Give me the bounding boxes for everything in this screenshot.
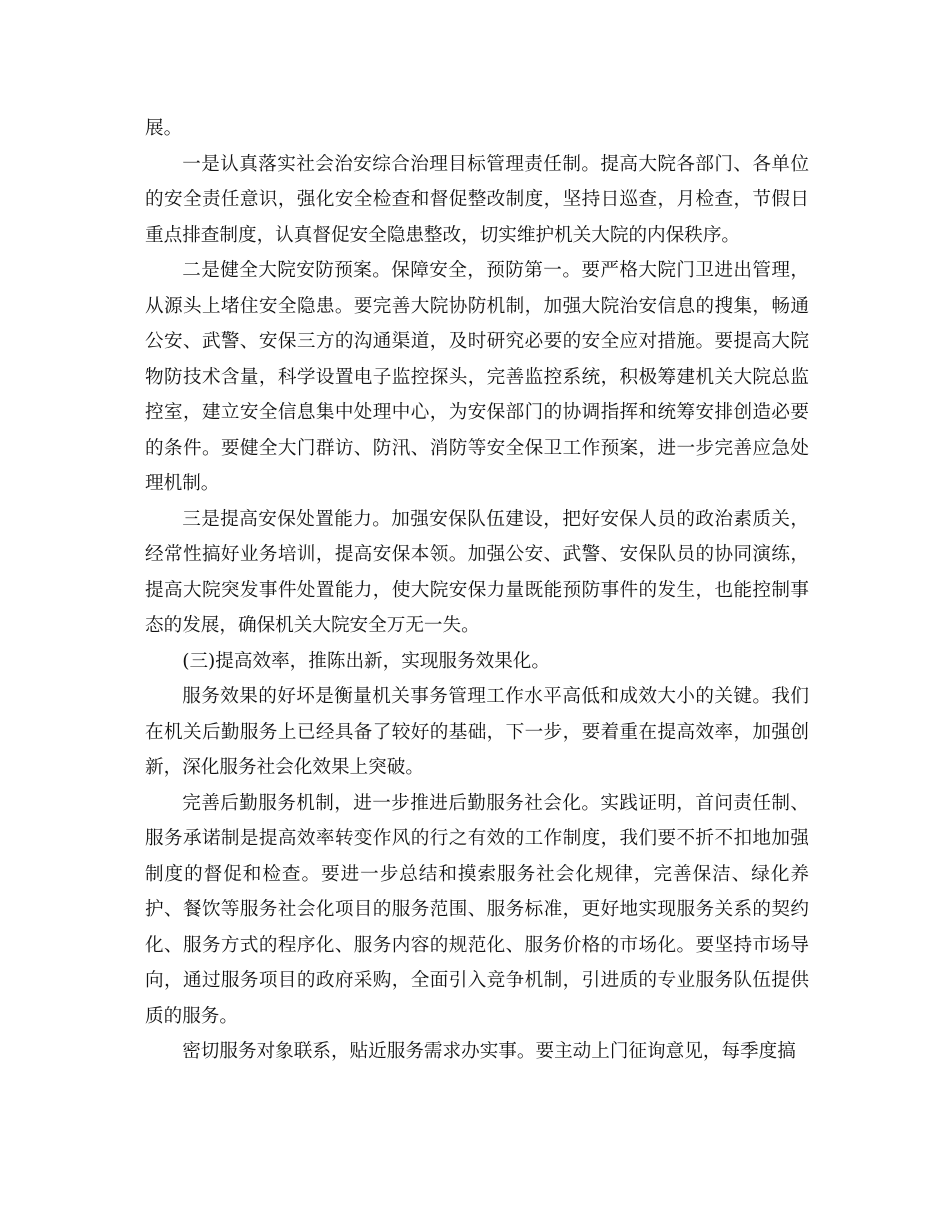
paragraph-service-effect: 服务效果的好坏是衡量机关事务管理工作水平高低和成效大小的关键。我们在机关后勤服务上已经具备了较好的基础，下一步，要着重在提高效率，加强创新，深化服务社会化效果上突破。 (145, 686, 809, 778)
section-heading-efficiency: (三)提高效率，推陈出新，实现服务效果化。 (182, 650, 550, 672)
paragraph-continuation: 展。 (145, 118, 183, 139)
document-body (145, 111, 809, 1070)
paragraph-client-contact: 密切服务对象联系，贴近服务需求办实事。要主动上门征询意见，每季度搞 (182, 1041, 796, 1062)
paragraph-security-capability: 三是提高安保处置能力。加强安保队伍建设，把好安保人员的政治素质关，经常性搞好业务培训，提高安保本领。加强公安、武警、安保队员的协同演练，提高大院突发事件处置能力，使大院安保力量既能预防事件的发生，也能控制事态的发展，确保机关大院安全万无一失。 (145, 508, 809, 636)
paragraph-security-plan: 二是健全大院安防预案。保障安全，预防第一。要严格大院门卫进出管理，从源头上堵住安全隐患。要完善大院协防机制，加强大院治安信息的搜集，畅通公安、武警、安保三方的沟通渠道，及时研究必要的安全应对措施。要提高大院物防技术含量，科学设置电子监控探头，完善监控系统，积极筹建机关大院总监控室，建立安全信息集中处理中心，为安保部门的协调指挥和统筹安排创造必要的条件。要健全大门群访、防汛、消防等安全保卫工作预案，进一步完善应急处理机制。 (145, 260, 809, 494)
paragraph-logistics-mechanism: 完善后勤服务机制，进一步推进后勤服务社会化。实践证明，首问责任制、服务承诺制是提高效率转变作风的行之有效的工作制度，我们要不折不扣地加强制度的督促和检查。要进一步总结和摸索服务社会化规律，完善保洁、绿化养护、餐饮等服务社会化项目的服务范围、服务标准，更好地实现服务关系的契约化、服务方式的程序化、服务内容的规范化、服务价格的市场化。要坚持市场导向，通过服务项目的政府采购，全面引入竞争机制，引进质的专业服务队伍提供质的服务。 (145, 792, 809, 1027)
paragraph-responsibility-system: 一是认真落实社会治安综合治理目标管理责任制。提高大院各部门、各单位的安全责任意识，强化安全检查和督促整改制度，坚持日巡查，月检查，节假日重点排查制度，认真督促安全隐患整改，切实维护机关大院的内保秩序。 (145, 153, 809, 246)
